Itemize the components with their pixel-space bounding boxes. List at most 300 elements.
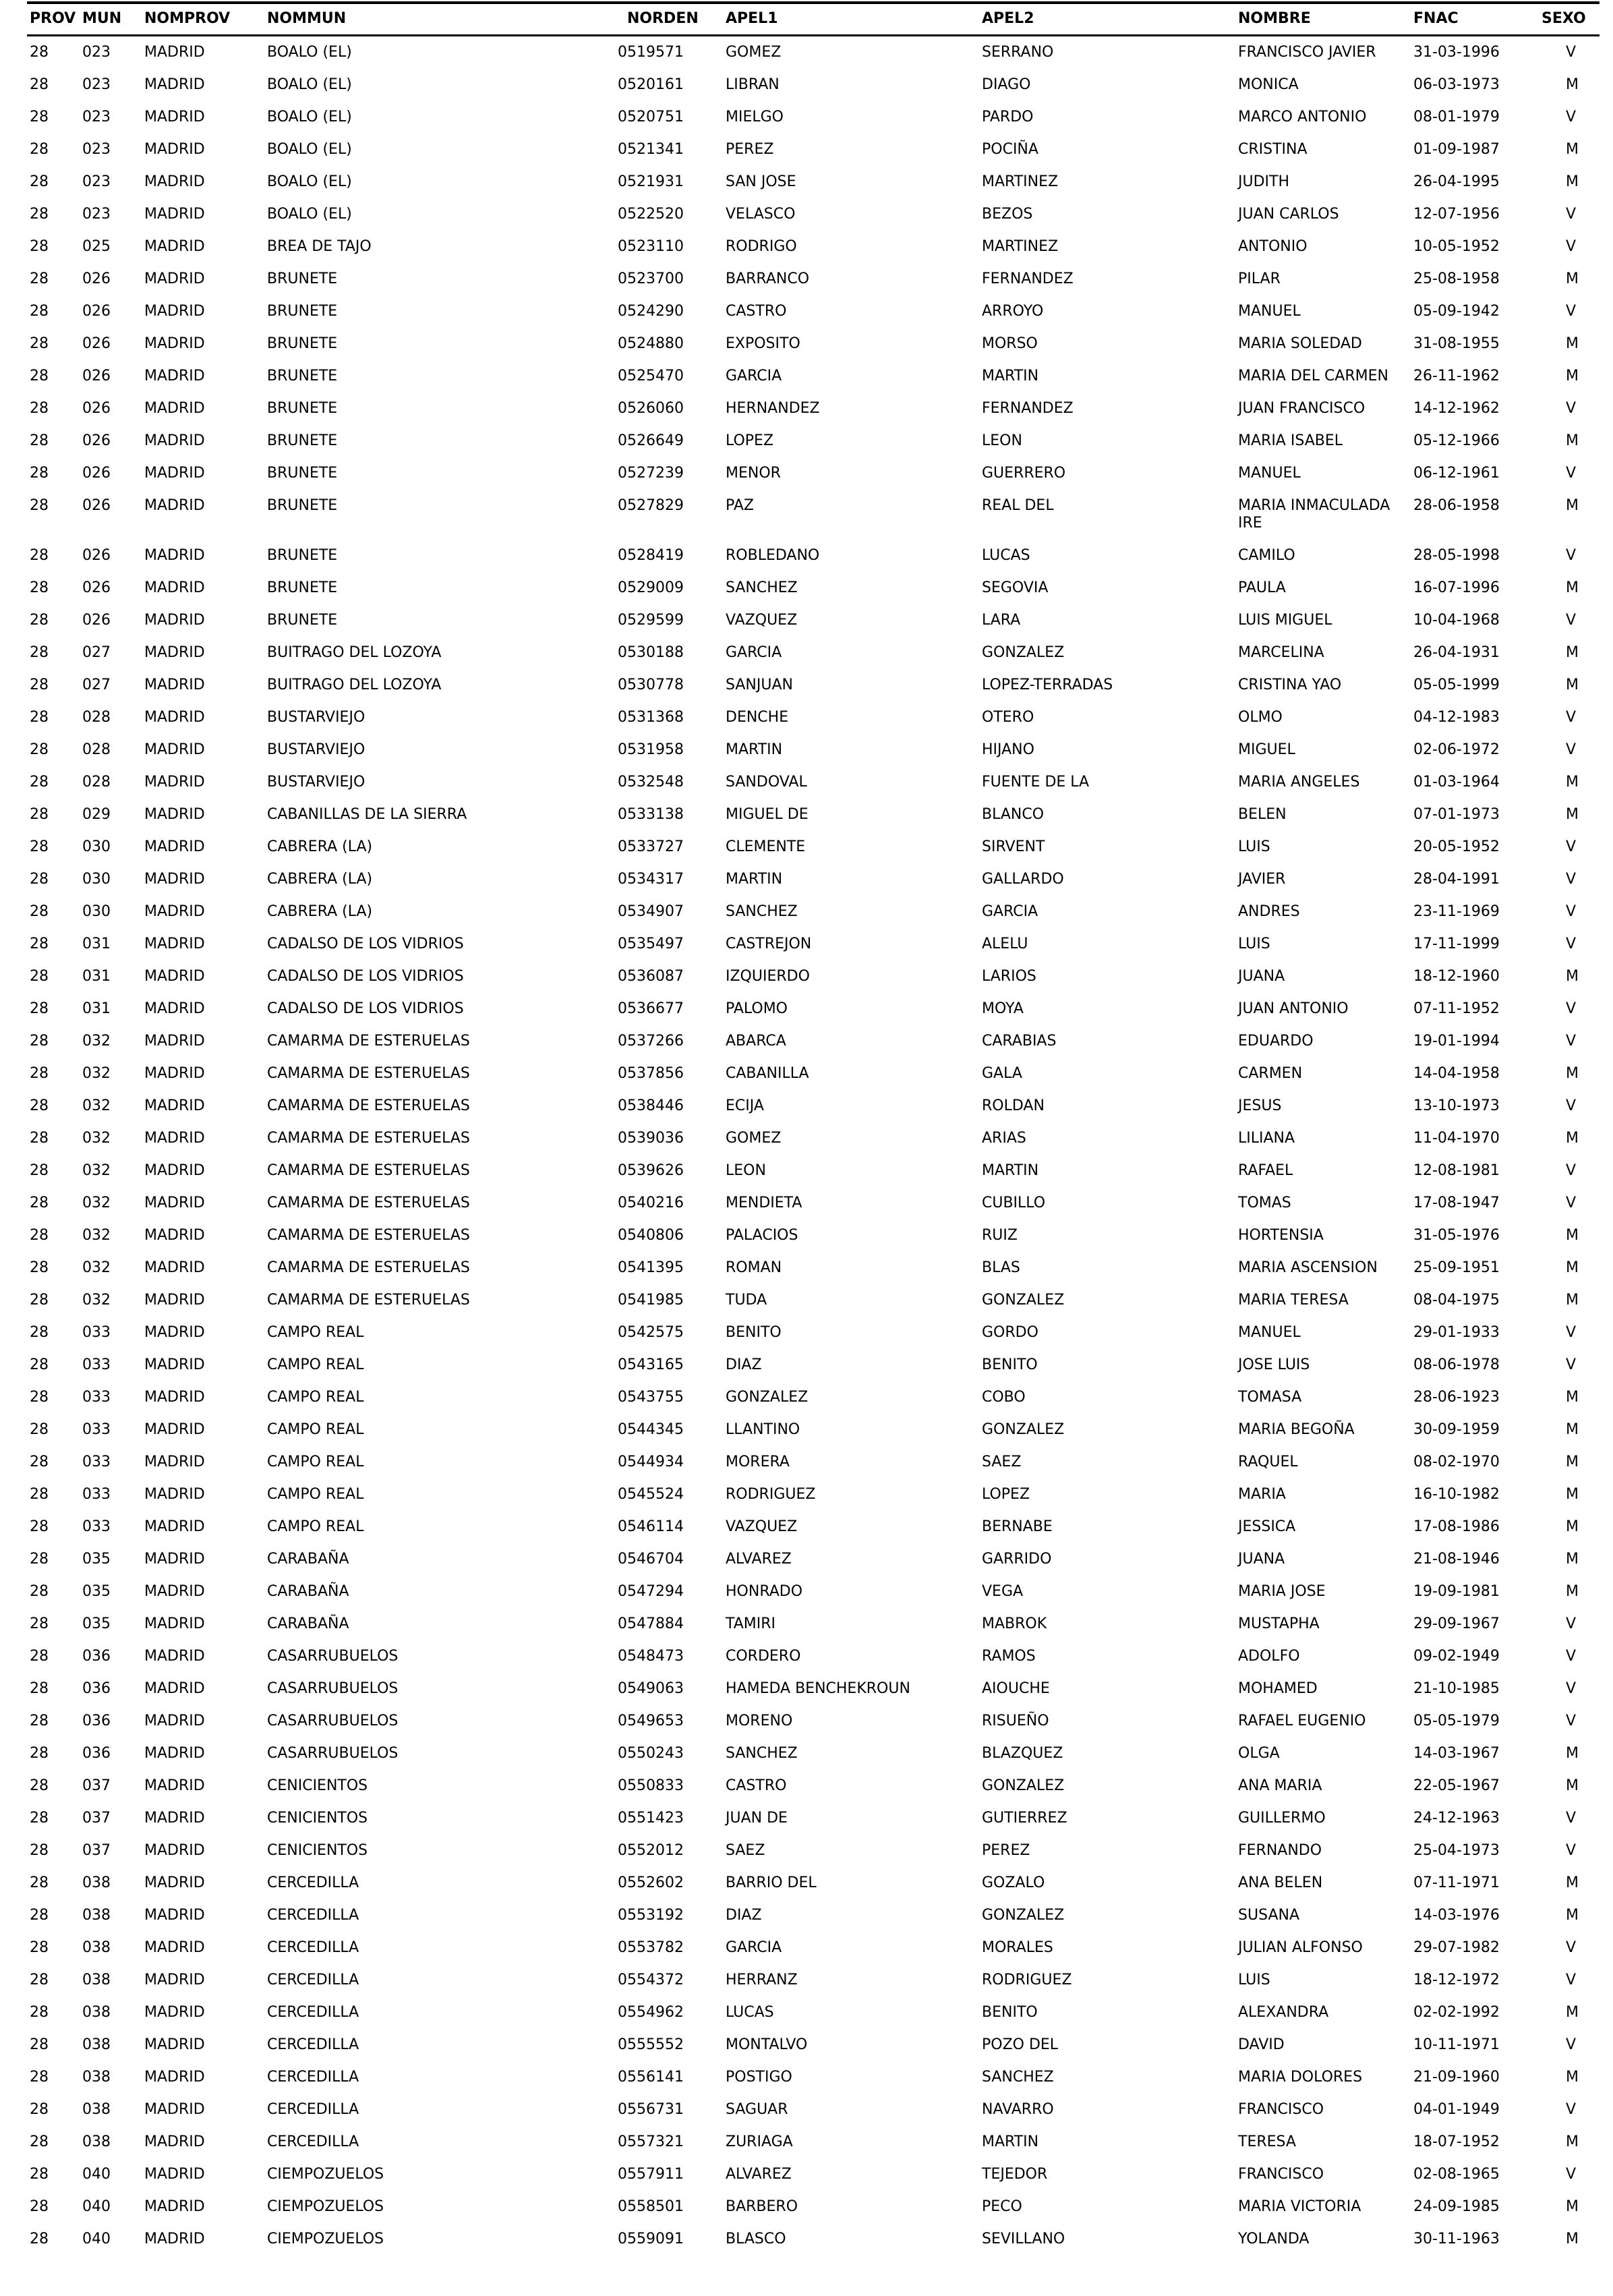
cell-prov: 28 — [30, 1745, 49, 1762]
cell-nombre: FRANCISCO JAVIER — [1238, 44, 1376, 61]
table-row — [27, 734, 1600, 766]
cell-prov: 28 — [30, 1939, 49, 1956]
cell-fnac: 04-01-1949 — [1413, 2101, 1500, 2118]
table-row — [27, 928, 1600, 960]
column-header-mun: MUN — [80, 3, 142, 36]
cell-mun: 032 — [82, 1033, 111, 1050]
cell-prov: 28 — [30, 238, 49, 255]
cell-nomprov: MADRID — [144, 838, 205, 855]
cell-norden: 0549653 — [618, 1713, 684, 1729]
cell-prov: 28 — [30, 497, 49, 514]
cell-sexo: V — [1566, 2036, 1577, 2053]
cell-norden: 0554962 — [618, 2004, 684, 2021]
cell-prov: 28 — [30, 2036, 49, 2053]
cell-fnac: 29-01-1933 — [1413, 1324, 1500, 1341]
cell-norden: 0535497 — [618, 936, 684, 952]
cell-nombre: JUAN ANTONIO — [1238, 1000, 1349, 1017]
table-row — [27, 831, 1600, 863]
cell-prov: 28 — [30, 547, 49, 564]
cell-nombre: SUSANA — [1238, 1907, 1299, 1924]
cell-nomprov: MADRID — [144, 903, 205, 920]
cell-sexo: M — [1566, 1227, 1579, 1244]
cell-mun: 023 — [82, 76, 111, 93]
cell-norden: 0546704 — [618, 1551, 684, 1568]
cell-apel1: MENOR — [726, 465, 781, 482]
cell-prov: 28 — [30, 903, 49, 920]
cell-nommun: CAMARMA DE ESTERUELAS — [267, 1292, 470, 1309]
cell-prov: 28 — [30, 1162, 49, 1179]
cell-apel1: GARCIA — [726, 1939, 782, 1956]
cell-fnac: 31-03-1996 — [1413, 44, 1500, 61]
cell-nommun: CIEMPOZUELOS — [267, 2198, 384, 2215]
cell-nombre: HORTENSIA — [1238, 1227, 1324, 1244]
cell-apel2: SAEZ — [982, 1454, 1022, 1470]
cell-prov: 28 — [30, 644, 49, 661]
cell-nombre: CRISTINA — [1238, 141, 1308, 158]
cell-apel1: GARCIA — [726, 368, 782, 384]
cell-apel1: MENDIETA — [726, 1195, 802, 1211]
cell-norden: 0536677 — [618, 1000, 684, 1017]
cell-sexo: M — [1566, 1389, 1579, 1406]
cell-nombre: PAULA — [1238, 579, 1286, 596]
cell-sexo: M — [1566, 968, 1579, 985]
cell-mun: 031 — [82, 968, 111, 985]
cell-fnac: 26-04-1931 — [1413, 644, 1500, 661]
cell-nomprov: MADRID — [144, 497, 205, 514]
table-row — [27, 1349, 1600, 1381]
cell-nommun: CAMPO REAL — [267, 1356, 364, 1373]
cell-fnac: 18-12-1960 — [1413, 968, 1500, 985]
cell-norden: 0525470 — [618, 368, 684, 384]
cell-nomprov: MADRID — [144, 1551, 205, 1568]
table-row — [27, 701, 1600, 734]
cell-mun: 032 — [82, 1130, 111, 1147]
cell-nommun: BRUNETE — [267, 432, 338, 449]
cell-nommun: CAMARMA DE ESTERUELAS — [267, 1162, 470, 1179]
cell-nomprov: MADRID — [144, 2166, 205, 2183]
cell-norden: 0524290 — [618, 303, 684, 320]
cell-nombre: JESSICA — [1238, 1518, 1296, 1535]
cell-prov: 28 — [30, 368, 49, 384]
cell-mun: 036 — [82, 1648, 111, 1665]
cell-apel2: GARCIA — [982, 903, 1038, 920]
cell-nombre: MONICA — [1238, 76, 1299, 93]
cell-nomprov: MADRID — [144, 1745, 205, 1762]
cell-norden: 0540216 — [618, 1195, 684, 1211]
table-row — [27, 1964, 1600, 1997]
cell-nombre: LILIANA — [1238, 1130, 1295, 1147]
cell-norden: 0538446 — [618, 1097, 684, 1114]
cell-mun: 036 — [82, 1745, 111, 1762]
cell-mun: 031 — [82, 1000, 111, 1017]
cell-mun: 036 — [82, 1713, 111, 1729]
cell-prov: 28 — [30, 206, 49, 223]
cell-mun: 038 — [82, 1972, 111, 1988]
cell-fnac: 09-02-1949 — [1413, 1648, 1500, 1665]
cell-sexo: M — [1566, 2133, 1579, 2150]
cell-prov: 28 — [30, 806, 49, 823]
cell-apel2: BEZOS — [982, 206, 1033, 223]
cell-apel1: GOMEZ — [726, 1130, 782, 1147]
cell-prov: 28 — [30, 1907, 49, 1924]
cell-apel2: MABROK — [982, 1615, 1047, 1632]
cell-prov: 28 — [30, 1259, 49, 1276]
cell-apel1: ALVAREZ — [726, 2166, 792, 2183]
table-row — [27, 360, 1600, 393]
cell-apel2: MARTIN — [982, 368, 1039, 384]
cell-apel2: BLAS — [982, 1259, 1020, 1276]
cell-fnac: 16-10-1982 — [1413, 1486, 1500, 1503]
cell-apel1: ECIJA — [726, 1097, 764, 1114]
cell-prov: 28 — [30, 270, 49, 287]
cell-nommun: CARABAÑA — [267, 1551, 349, 1568]
cell-apel2: BENITO — [982, 2004, 1038, 2021]
cell-mun: 033 — [82, 1356, 111, 1373]
cell-prov: 28 — [30, 1615, 49, 1632]
cell-nomprov: MADRID — [144, 547, 205, 564]
table-row — [27, 1802, 1600, 1835]
cell-norden: 0527239 — [618, 465, 684, 482]
cell-fnac: 02-08-1965 — [1413, 2166, 1500, 2183]
census-table — [27, 1, 1600, 2256]
cell-nommun: CENICIENTOS — [267, 1810, 368, 1827]
cell-nommun: CAMPO REAL — [267, 1389, 364, 1406]
table-row — [27, 572, 1600, 604]
cell-apel1: DIAZ — [726, 1907, 762, 1924]
cell-apel2: AIOUCHE — [982, 1680, 1050, 1697]
cell-nombre: JUDITH — [1238, 173, 1290, 190]
cell-mun: 038 — [82, 1874, 111, 1891]
cell-mun: 030 — [82, 871, 111, 888]
cell-nommun: CARABAÑA — [267, 1583, 349, 1600]
cell-nomprov: MADRID — [144, 709, 205, 726]
table-row — [27, 69, 1600, 101]
table-row — [27, 425, 1600, 457]
cell-mun: 032 — [82, 1195, 111, 1211]
cell-apel1: ROMAN — [726, 1259, 782, 1276]
cell-norden: 0556141 — [618, 2069, 684, 2086]
cell-prov: 28 — [30, 303, 49, 320]
cell-prov: 28 — [30, 579, 49, 596]
cell-prov: 28 — [30, 1777, 49, 1794]
cell-mun: 040 — [82, 2198, 111, 2215]
cell-nombre: EDUARDO — [1238, 1033, 1314, 1050]
table-row — [27, 134, 1600, 166]
cell-norden: 0526649 — [618, 432, 684, 449]
cell-sexo: M — [1566, 368, 1579, 384]
table-row — [27, 1252, 1600, 1284]
cell-nommun: CABRERA (LA) — [267, 903, 373, 920]
table-row — [27, 1738, 1600, 1770]
cell-fnac: 14-03-1976 — [1413, 1907, 1500, 1924]
table-row — [27, 2029, 1600, 2061]
cell-apel1: MARTIN — [726, 871, 783, 888]
cell-nomprov: MADRID — [144, 1874, 205, 1891]
cell-mun: 032 — [82, 1259, 111, 1276]
cell-prov: 28 — [30, 1356, 49, 1373]
table-row — [27, 604, 1600, 637]
cell-norden: 0528419 — [618, 547, 684, 564]
table-row — [27, 1446, 1600, 1479]
cell-nomprov: MADRID — [144, 173, 205, 190]
cell-fnac: 28-05-1998 — [1413, 547, 1500, 564]
cell-fnac: 19-01-1994 — [1413, 1033, 1500, 1050]
cell-prov: 28 — [30, 741, 49, 758]
cell-mun: 033 — [82, 1421, 111, 1438]
cell-apel2: VEGA — [982, 1583, 1024, 1600]
cell-nommun: CAMARMA DE ESTERUELAS — [267, 1097, 470, 1114]
cell-fnac: 20-05-1952 — [1413, 838, 1500, 855]
cell-apel1: CASTRO — [726, 1777, 787, 1794]
cell-mun: 026 — [82, 497, 111, 514]
cell-prov: 28 — [30, 1292, 49, 1309]
cell-nombre: JESUS — [1238, 1097, 1282, 1114]
cell-sexo: V — [1566, 1356, 1577, 1373]
cell-sexo: V — [1566, 741, 1577, 758]
table-row — [27, 1673, 1600, 1705]
cell-norden: 0546114 — [618, 1518, 684, 1535]
cell-fnac: 31-08-1955 — [1413, 335, 1500, 352]
cell-nomprov: MADRID — [144, 1065, 205, 1082]
cell-norden: 0552602 — [618, 1874, 684, 1891]
cell-nombre: MARIA ISABEL — [1238, 432, 1343, 449]
cell-mun: 029 — [82, 806, 111, 823]
cell-nommun: CERCEDILLA — [267, 1972, 359, 1988]
cell-sexo: M — [1566, 774, 1579, 791]
cell-nommun: BUSTARVIEJO — [267, 774, 365, 791]
cell-prov: 28 — [30, 1195, 49, 1211]
cell-sexo: V — [1566, 1842, 1577, 1859]
cell-apel1: RODRIGO — [726, 238, 797, 255]
cell-apel2: CARABIAS — [982, 1033, 1057, 1050]
cell-apel1: DENCHE — [726, 709, 789, 726]
cell-sexo: M — [1566, 2004, 1579, 2021]
cell-norden: 0529009 — [618, 579, 684, 596]
cell-fnac: 04-12-1983 — [1413, 709, 1500, 726]
cell-apel2: GONZALEZ — [982, 644, 1065, 661]
cell-mun: 028 — [82, 709, 111, 726]
cell-nombre: MARIA ANGELES — [1238, 774, 1360, 791]
cell-sexo: V — [1566, 1648, 1577, 1665]
table-row — [27, 540, 1600, 572]
table-row — [27, 960, 1600, 993]
cell-nomprov: MADRID — [144, 1033, 205, 1050]
cell-mun: 037 — [82, 1842, 111, 1859]
table-row — [27, 1543, 1600, 1576]
cell-prov: 28 — [30, 1324, 49, 1341]
cell-apel2: POZO DEL — [982, 2036, 1059, 2053]
cell-apel2: GONZALEZ — [982, 1421, 1065, 1438]
cell-apel1: GONZALEZ — [726, 1389, 809, 1406]
column-header-norden: NORDEN — [615, 3, 723, 36]
cell-mun: 032 — [82, 1162, 111, 1179]
cell-nombre: MANUEL — [1238, 303, 1301, 320]
cell-nombre: MOHAMED — [1238, 1680, 1318, 1697]
cell-apel2: MORSO — [982, 335, 1038, 352]
table-row — [27, 328, 1600, 360]
cell-sexo: M — [1566, 497, 1579, 514]
cell-sexo: M — [1566, 76, 1579, 93]
cell-apel2: LARIOS — [982, 968, 1036, 985]
cell-apel1: DIAZ — [726, 1356, 762, 1373]
table-row — [27, 490, 1600, 540]
table-row — [27, 457, 1600, 490]
table-row — [27, 2061, 1600, 2094]
cell-sexo: V — [1566, 1000, 1577, 1017]
cell-prov: 28 — [30, 2198, 49, 2215]
cell-nommun: BOALO (EL) — [267, 76, 352, 93]
cell-norden: 0552012 — [618, 1842, 684, 1859]
cell-sexo: M — [1566, 1518, 1579, 1535]
cell-nombre: ALEXANDRA — [1238, 2004, 1329, 2021]
cell-nommun: CENICIENTOS — [267, 1842, 368, 1859]
table-row — [27, 2191, 1600, 2223]
cell-apel1: LOPEZ — [726, 432, 774, 449]
table-row — [27, 101, 1600, 134]
cell-apel2: ARIAS — [982, 1130, 1026, 1147]
cell-apel1: GOMEZ — [726, 44, 782, 61]
cell-nomprov: MADRID — [144, 1000, 205, 1017]
column-header-apel2: APEL2 — [979, 3, 1235, 36]
table-row — [27, 393, 1600, 425]
cell-norden: 0537856 — [618, 1065, 684, 1082]
cell-sexo: M — [1566, 432, 1579, 449]
cell-nomprov: MADRID — [144, 612, 205, 629]
cell-apel1: GARCIA — [726, 644, 782, 661]
cell-nombre: JOSE LUIS — [1238, 1356, 1310, 1373]
cell-nomprov: MADRID — [144, 1810, 205, 1827]
cell-apel2: PEREZ — [982, 1842, 1030, 1859]
cell-mun: 035 — [82, 1551, 111, 1568]
cell-nombre: MARIA BEGOÑA — [1238, 1421, 1355, 1438]
cell-nombre: MARIA INMACULADA IRE — [1238, 497, 1390, 532]
cell-sexo: V — [1566, 936, 1577, 952]
table-row — [27, 993, 1600, 1025]
cell-norden: 0539036 — [618, 1130, 684, 1147]
cell-prov: 28 — [30, 2231, 49, 2247]
cell-nomprov: MADRID — [144, 238, 205, 255]
cell-apel1: SANDOVAL — [726, 774, 807, 791]
cell-nomprov: MADRID — [144, 1972, 205, 1988]
cell-nommun: BOALO (EL) — [267, 44, 352, 61]
cell-prov: 28 — [30, 612, 49, 629]
cell-apel2: GALLARDO — [982, 871, 1064, 888]
cell-fnac: 07-01-1973 — [1413, 806, 1500, 823]
cell-nomprov: MADRID — [144, 1356, 205, 1373]
cell-prov: 28 — [30, 173, 49, 190]
cell-apel1: CLEMENTE — [726, 838, 806, 855]
cell-mun: 026 — [82, 612, 111, 629]
cell-nomprov: MADRID — [144, 2101, 205, 2118]
cell-norden: 0522520 — [618, 206, 684, 223]
cell-mun: 026 — [82, 270, 111, 287]
cell-nommun: BREA DE TAJO — [267, 238, 372, 255]
cell-fnac: 12-07-1956 — [1413, 206, 1500, 223]
cell-nombre: OLGA — [1238, 1745, 1280, 1762]
cell-nommun: CABRERA (LA) — [267, 838, 373, 855]
cell-prov: 28 — [30, 2101, 49, 2118]
cell-nombre: FERNANDO — [1238, 1842, 1322, 1859]
cell-nommun: BRUNETE — [267, 497, 338, 514]
table-row — [27, 2223, 1600, 2256]
cell-norden: 0541985 — [618, 1292, 684, 1309]
cell-nomprov: MADRID — [144, 335, 205, 352]
cell-apel2: MARTIN — [982, 1162, 1039, 1179]
cell-apel2: HIJANO — [982, 741, 1034, 758]
cell-fnac: 25-09-1951 — [1413, 1259, 1500, 1276]
cell-norden: 0555552 — [618, 2036, 684, 2053]
cell-fnac: 16-07-1996 — [1413, 579, 1500, 596]
cell-nomprov: MADRID — [144, 1486, 205, 1503]
cell-fnac: 23-11-1969 — [1413, 903, 1500, 920]
cell-fnac: 18-12-1972 — [1413, 1972, 1500, 1988]
cell-nombre: MANUEL — [1238, 1324, 1301, 1341]
cell-nomprov: MADRID — [144, 1324, 205, 1341]
cell-nommun: CAMPO REAL — [267, 1486, 364, 1503]
table-body — [27, 36, 1600, 2256]
cell-nommun: CARABAÑA — [267, 1615, 349, 1632]
cell-nomprov: MADRID — [144, 44, 205, 61]
cell-mun: 026 — [82, 432, 111, 449]
cell-sexo: M — [1566, 1745, 1579, 1762]
cell-apel2: GONZALEZ — [982, 1907, 1065, 1924]
cell-nombre: CAMILO — [1238, 547, 1295, 564]
cell-norden: 0523110 — [618, 238, 684, 255]
cell-norden: 0521341 — [618, 141, 684, 158]
cell-norden: 0536087 — [618, 968, 684, 985]
cell-apel1: VELASCO — [726, 206, 796, 223]
cell-nommun: CERCEDILLA — [267, 2101, 359, 2118]
cell-nommun: CIEMPOZUELOS — [267, 2231, 384, 2247]
cell-sexo: M — [1566, 1292, 1579, 1309]
cell-norden: 0533727 — [618, 838, 684, 855]
cell-nombre: ADOLFO — [1238, 1648, 1300, 1665]
cell-apel2: BLAZQUEZ — [982, 1745, 1063, 1762]
table-row — [27, 1576, 1600, 1608]
table-row — [27, 799, 1600, 831]
cell-mun: 033 — [82, 1389, 111, 1406]
table-row — [27, 1770, 1600, 1802]
cell-apel1: BARBERO — [726, 2198, 798, 2215]
cell-mun: 038 — [82, 2069, 111, 2086]
cell-mun: 026 — [82, 368, 111, 384]
cell-sexo: V — [1566, 709, 1577, 726]
cell-norden: 0527829 — [618, 497, 684, 514]
table-row — [27, 1479, 1600, 1511]
cell-sexo: M — [1566, 335, 1579, 352]
cell-mun: 023 — [82, 206, 111, 223]
cell-apel2: CUBILLO — [982, 1195, 1046, 1211]
cell-nombre: DAVID — [1238, 2036, 1285, 2053]
cell-nombre: JUANA — [1238, 1551, 1285, 1568]
cell-nombre: MARIA JOSE — [1238, 1583, 1326, 1600]
cell-sexo: V — [1566, 1097, 1577, 1114]
cell-prov: 28 — [30, 1033, 49, 1050]
cell-apel2: BERNABE — [982, 1518, 1053, 1535]
cell-apel1: IZQUIERDO — [726, 968, 810, 985]
cell-apel2: ROLDAN — [982, 1097, 1045, 1114]
cell-nomprov: MADRID — [144, 2004, 205, 2021]
cell-nommun: CADALSO DE LOS VIDRIOS — [267, 1000, 464, 1017]
cell-nomprov: MADRID — [144, 1389, 205, 1406]
cell-mun: 027 — [82, 644, 111, 661]
cell-mun: 036 — [82, 1680, 111, 1697]
cell-norden: 0557911 — [618, 2166, 684, 2183]
cell-apel1: BLASCO — [726, 2231, 786, 2247]
cell-apel1: JUAN DE — [726, 1810, 788, 1827]
table-row — [27, 1219, 1600, 1252]
cell-mun: 035 — [82, 1583, 111, 1600]
